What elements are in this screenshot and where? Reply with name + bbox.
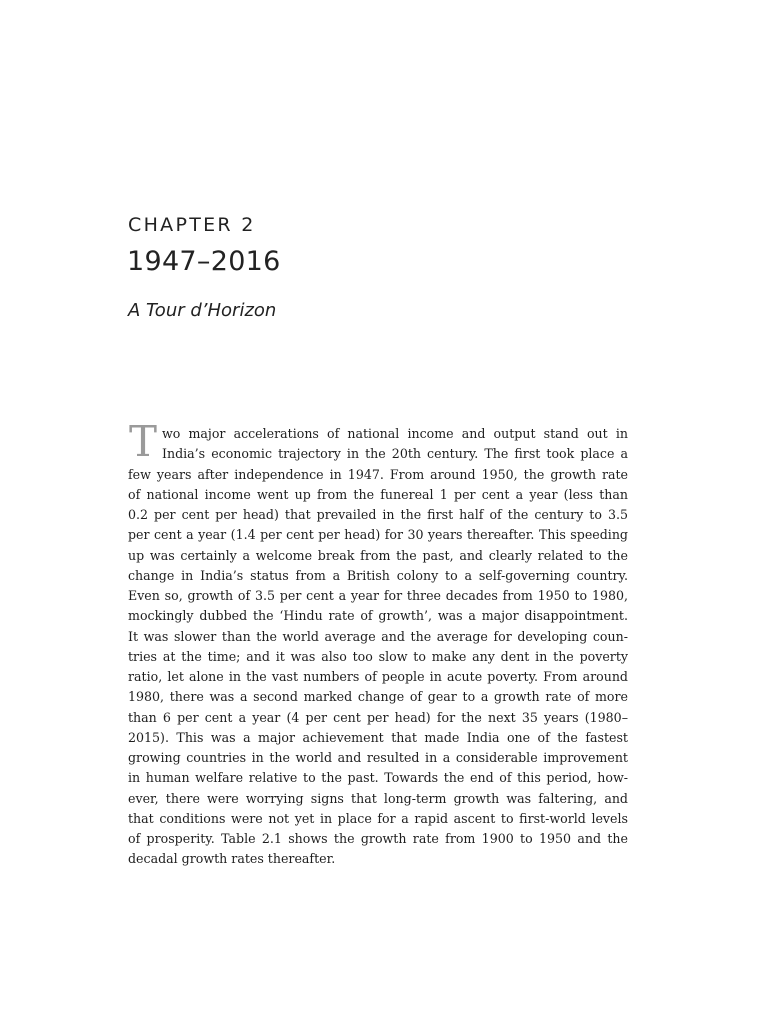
chapter-title: 1947–2016 [127,246,281,277]
paragraph-line: 0.2 per cent per head) that prevailed in the first half of the century to 3.5 [128,507,628,522]
paragraph-line: of prosperity. Table 2.1 shows the growth rate from 1900 to 1950 and the [128,831,628,846]
paragraph-line: that conditions were not yet in place for a rapid ascent to first-world levels [128,810,628,826]
paragraph-line: 1980, there was a second marked change of gear to a growth rate of more [128,689,628,705]
drop-cap: T [129,417,158,466]
paragraph-line: tries at the time; and it was also too slow to make any dent in the poverty [128,648,628,664]
paragraph-line: Even so, growth of 3.5 per cent a year for three decades from 1950 to 1980, [128,588,628,603]
paragraph-line: growing countries in the world and resulted in a considerable improvement [128,750,628,765]
paragraph-line: ratio, let alone in the vast numbers of people in acute poverty. From around [128,669,628,684]
paragraph-line: mockingly dubbed the ‘Hindu rate of growth’, was a major disappointment. [128,608,628,624]
paragraph-line: up was certainly a welcome break from the past, and clearly related to the [128,547,628,563]
chapter-subtitle: A Tour d’Horizon [128,300,277,321]
paragraph-line: ever, there were worrying signs that long-term growth was faltering, and [128,790,628,806]
paragraph-line: 2015). This was a major achievement that made India one of the fastest [128,729,628,745]
paragraph-line: decadal growth rates thereafter. [128,851,336,867]
paragraph-line: of national income went up from the funereal 1 per cent a year (less than [128,486,628,502]
paragraph-line: in human welfare relative to the past. Towards the end of this period, how- [128,770,628,786]
body-paragraph [128,424,628,870]
chapter-label: CHAPTER 2 [128,214,256,236]
paragraph-line: change in India’s status from a British colony to a self-governing country. [128,567,628,583]
paragraph-line: India’s economic trajectory in the 20th century. The first took place a [162,446,628,462]
paragraph-line: than 6 per cent a year (4 per cent per head) for the next 35 years (1980– [128,709,628,725]
paragraph-line: wo major accelerations of national income and output stand out in [162,426,628,441]
paragraph-line: per cent a year (1.4 per cent per head) for 30 years thereafter. This speeding [128,527,628,543]
paragraph-line: It was slower than the world average and the average for developing coun- [128,628,628,644]
paragraph-line: few years after independence in 1947. From around 1950, the growth rate [128,466,628,482]
